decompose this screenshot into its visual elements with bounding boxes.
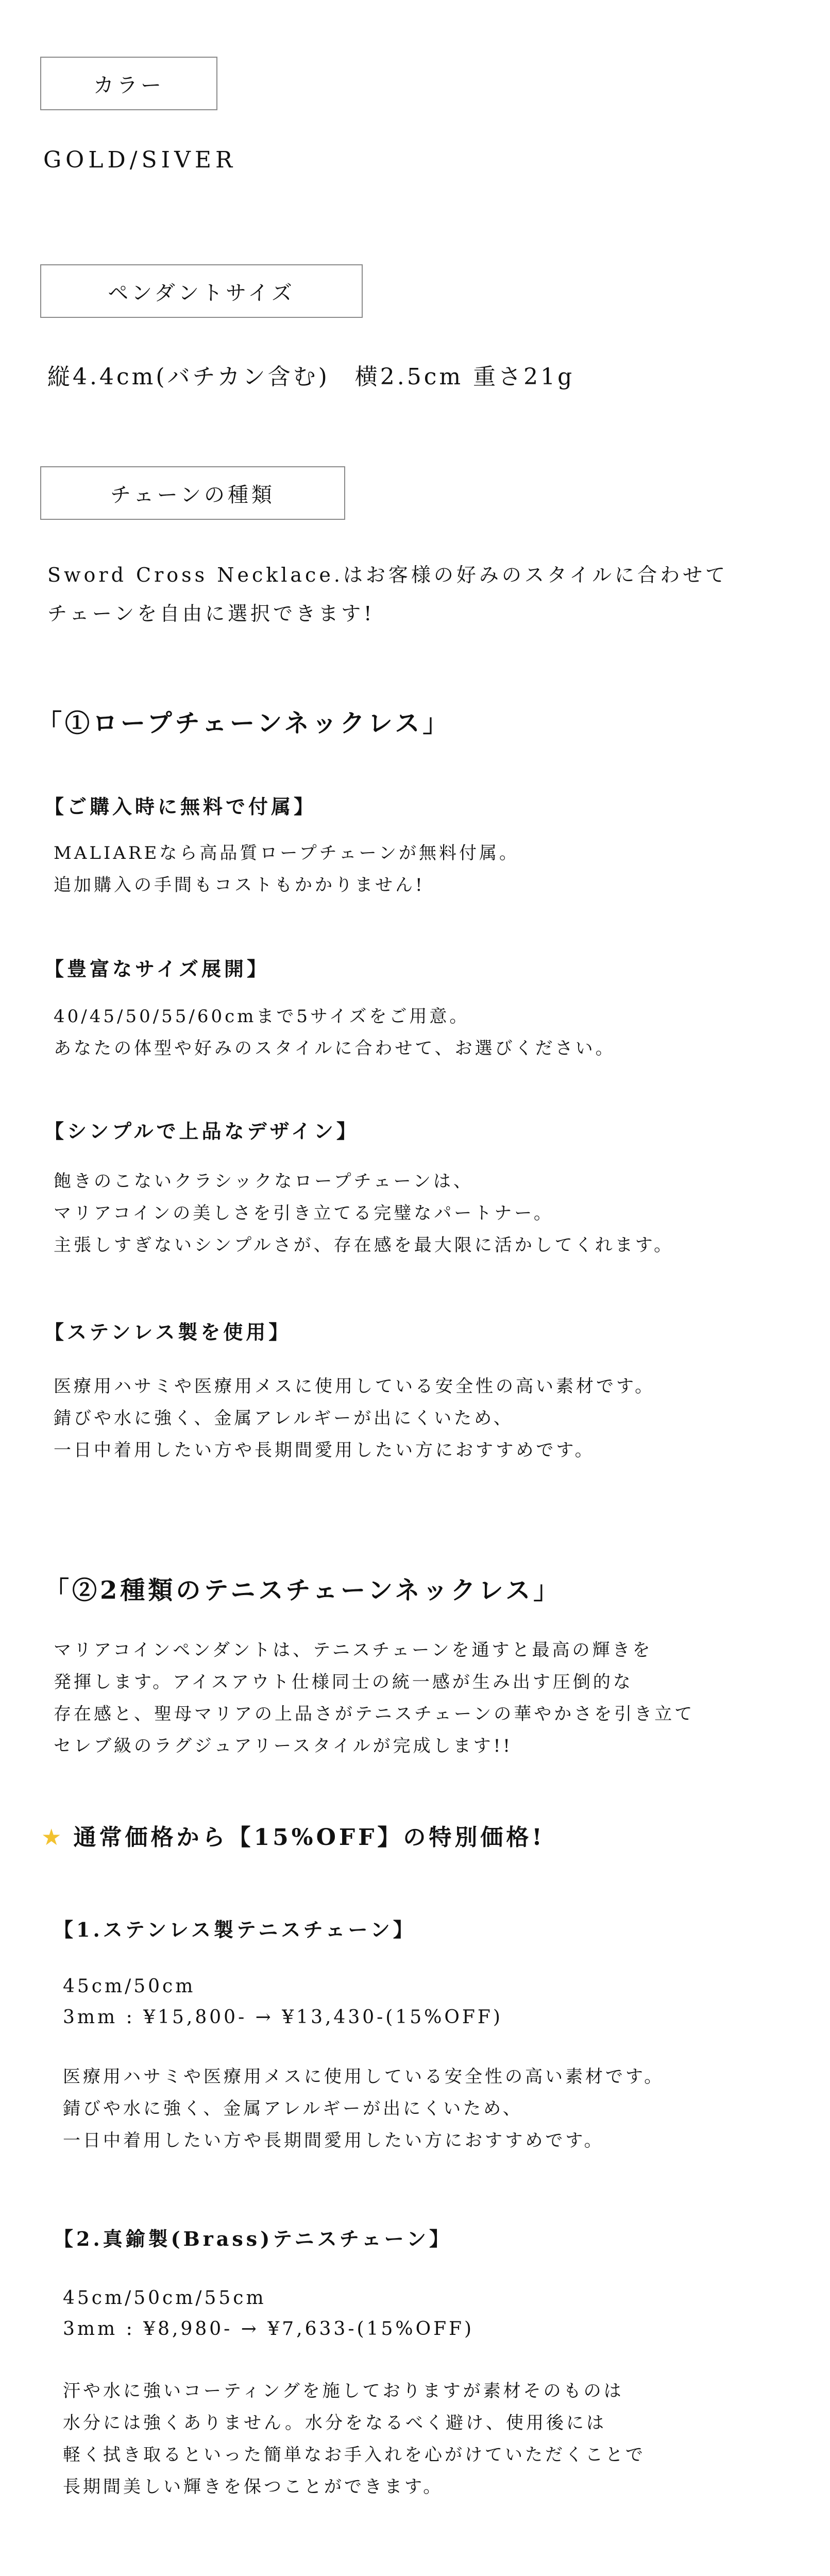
rope-feature-text: 医療用ハサミや医療用メスに使用している安全性の高い素材です。 錆びや水に強く、金属アレルギーが出にくいため、 一日中着用したい方や長期間愛用したい方におすすめです。 [54,1376,655,1461]
tennis-option-text: 汗や水に強いコーティングを施しておりますが素材そのものは 水分には強くありません。水分をなるべく避け、使用後には 軽く拭き取るといった簡単なお手入れを心がけていただくことで 長期間美しい輝きを保つことができます。 [63,2381,646,2497]
chain-label-box [40,466,345,520]
tennis-option-sizes: 45cm/50cm [63,1976,196,1997]
rope-feature-text: 飽きのこないクラシックなロープチェーンは、 マリアコインの美しさを引き立てる完璧なパートナー。 主張しすぎないシンプルさが、存在感を最大限に活かしてくれます。 [54,1171,674,1256]
tennis-option-price: 3mm : ¥15,800- → ¥13,430-(15%OFF) [63,2007,503,2028]
color-value: GOLD/SIVER [43,147,237,173]
rope-feature-text: 40/45/50/55/60cmまで5サイズをご用意。 あなたの体型や好みのスタイルに合わせて、お選びください。 [54,1006,616,1059]
rope-feature-heading: 【シンプルで上品なデザイン】 [44,1120,359,1143]
tennis-option-price: 3mm : ¥8,980- → ¥7,633-(15%OFF) [63,2318,475,2340]
rope-feature-heading: 【ステンレス製を使用】 [44,1320,292,1344]
tennis-option-heading: 【1.ステンレス製テニスチェーン】 [54,1918,416,1941]
color-label: カラー [93,73,164,97]
rope-feature-text: MALIAREなら高品質ロープチェーンが無料付属。 追加購入の手間もコストもかかりません! [54,843,519,895]
chain-label: チェーンの種類 [110,483,275,507]
rope-feature-heading: 【豊富なサイズ展開】 [44,957,269,980]
tennis-option-heading: 【2.真鍮製(Brass)テニスチェーン】 [54,2227,452,2250]
star-icon: ★ [41,1824,62,1851]
special-price-text: 通常価格から【15%OFF】の特別価格! [73,1824,545,1851]
tennis-option-sizes: 45cm/50cm/55cm [63,2287,266,2309]
tennis-chain-title: 「②2種類のテニスチェーンネックレス」 [44,1576,562,1605]
size-label-box [40,264,363,318]
rope-chain-title: 「①ロープチェーンネックレス」 [37,709,451,738]
size-label: ペンダントサイズ [108,281,295,305]
tennis-option-text: 医療用ハサミや医療用メスに使用している安全性の高い素材です。 錆びや水に強く、金属アレルギーが出にくいため、 一日中着用したい方や長期間愛用したい方におすすめです。 [63,2066,665,2151]
chain-intro-line-1: Sword Cross Necklace.はお客様の好みのスタイルに合わせて [47,564,729,586]
special-price-line [41,1819,545,1852]
tennis-intro-text: マリアコインペンダントは、テニスチェーンを通すと最高の輝きを 発揮します。アイスアウト仕様同士の統一感が生み出す圧倒的な 存在感と、聖母マリアの上品さがテニスチェーンの華やかさを引き立て セレブ級のラグジュアリースタイルが完成します!! [54,1640,695,1756]
chain-intro-line-2: チェーンを自由に選択できます! [47,602,375,625]
size-value: 縦4.4cm(バチカン含む) 横2.5cm 重さ21g [47,364,575,390]
rope-feature-heading: 【ご購入時に無料で付属】 [44,795,317,818]
color-label-box [40,57,217,110]
